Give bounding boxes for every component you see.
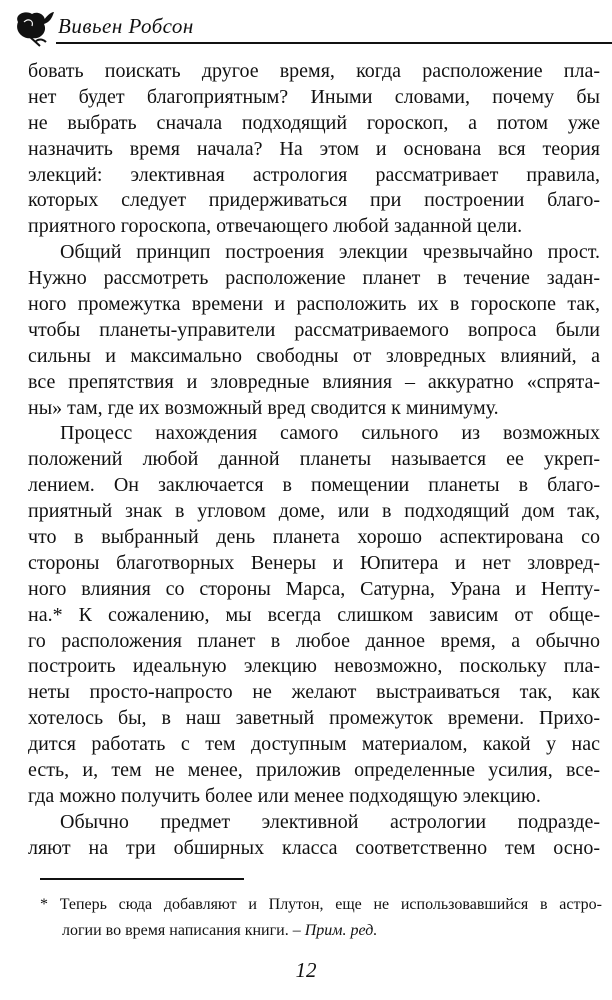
text-line: назначить время начала? На этом и основана вся теория	[28, 137, 600, 160]
text-line: все препятствия и зловредные влияния – аккуратно «спрята-	[28, 370, 600, 393]
text-line: на.* К сожалению, мы всегда слишком зависим от обще-	[28, 603, 600, 626]
text-line: Процесс нахождения самого сильного из возможных	[60, 422, 600, 445]
text-line: есть, и, тем не менее, приложив определенные усилия, все-	[28, 759, 600, 782]
page-number: 12	[295, 958, 317, 982]
text-line: неты просто-напросто не желают выстраиваться так, как	[28, 681, 600, 704]
text-line: ляют на три обширных класса соответственно тем осно-	[28, 836, 600, 859]
text-line: бовать поискать другое время, когда расположение пла-	[28, 60, 600, 82]
editor-note-label: Прим. ред.	[304, 922, 378, 939]
text-line: ны» там, где их возможный вред сводится к минимуму.	[28, 396, 499, 419]
footnote-rule	[40, 878, 244, 880]
text-line: ного промежутка времени и расположить их в гороскопе так,	[28, 293, 600, 316]
footnote-line: * Теперь сюда добавляют и Плутон, еще не использовавшийся в астро-	[40, 896, 602, 913]
running-header	[6, 6, 606, 46]
text-line: хотелось бы, в наш заветный промежуток времени. Прихо-	[28, 707, 600, 730]
text-line: положений любой данной планеты называется ее укреп-	[28, 448, 600, 471]
text-line: чтобы планеты-управители рассматриваемого вопроса были	[28, 318, 600, 341]
text-line: сильны и максимально свободны от зловредных влияний, а	[28, 344, 600, 367]
text-line: дится работать с тем доступным материалом, какой у нас	[28, 733, 600, 756]
text-line: Нужно рассмотреть расположение планет в течение задан-	[28, 267, 600, 290]
text-line: гда можно получить более или менее подходящую элекцию.	[28, 784, 541, 807]
text-line: стороны благотворных Венеры и Юпитера и нет зловред-	[28, 551, 600, 574]
text-line: приятного гороскопа, отвечающего любой заданной цели.	[28, 215, 523, 238]
footnote-line	[40, 918, 602, 944]
header-rule	[56, 42, 612, 44]
running-title: Вивьен Робсон	[58, 14, 194, 38]
text-line: Обычно предмет элективной астрологии подразде-	[60, 810, 600, 833]
body-text	[28, 59, 600, 862]
text-line: нет будет благоприятным? Иными словами, почему бы	[28, 85, 600, 108]
text-line: Общий принцип построения элекции чрезвычайно прост.	[60, 241, 600, 264]
text-line: элекций: элективная астрология рассматривает правила,	[28, 163, 600, 186]
text-line: го расположения планет в любое данное время, а обычно	[28, 629, 600, 652]
text-line: приятный знак в угловом доме, или в подходящий дом так,	[28, 500, 600, 523]
text-line: лением. Он заключается в помещении планеты в благо-	[28, 474, 600, 497]
text-line: что в выбранный день планета хорошо аспектирована со	[28, 526, 600, 549]
text-line: построить идеальную элекцию невозможно, поскольку пла-	[28, 655, 600, 678]
text-line: ного влияния со стороны Марса, Сатурна, Урана и Непту-	[28, 577, 600, 600]
text-line: которых следует придерживаться при построении благо-	[28, 189, 600, 212]
text-line: не выбрать сначала подходящий гороскоп, а потом уже	[28, 111, 600, 134]
rose-ornament-icon	[10, 10, 58, 48]
footnote-text: логии во время написания книги. –	[62, 922, 301, 939]
footnote	[40, 892, 602, 944]
